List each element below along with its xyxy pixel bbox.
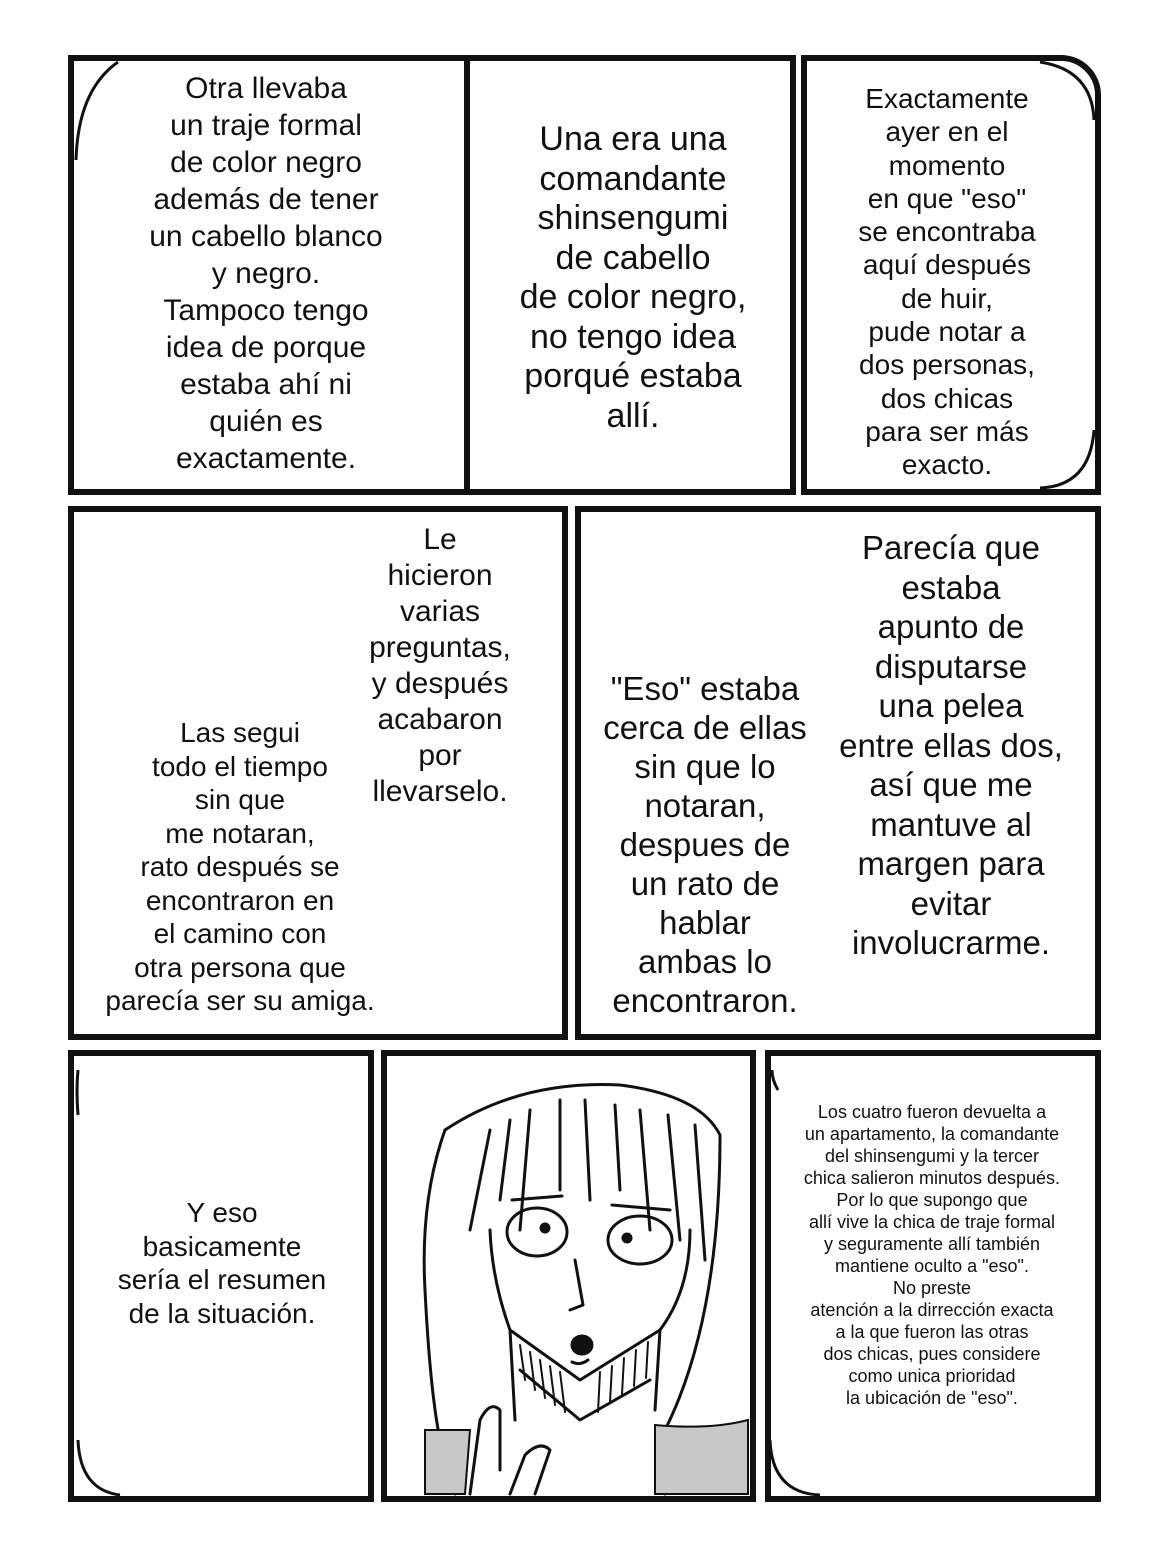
panel-1-text: Otra llevaba un traje formal de color negro además de tener un cabello blanco y negro. Tampoco tengo idea de porque estaba ahí ni quién es exactamente. [149,72,383,475]
panel-4-text-upper: Le hicieron varias preguntas, y después acabaron por llevarselo. [369,523,511,808]
panel-3-text: Exactamente ayer en el momento en que "eso" se encontraba aquí después de huir, pude notar a dos personas, dos chicas para ser más exacto. [858,83,1036,481]
panel-8-text: Los cuatro fueron devuelta a un apartamento, la comandante del shinsengumi y la tercer chica salieron minutos después. Por lo que supongo que allí vive la chica de traje formal y seguramente allí también mantiene oculto a "eso". No preste atención a la dirrección exacta a la que fueron las otras dos chicas, pues considere como unica prioridad la ubicación de "eso". [803,1102,1061,1408]
panel-4-text-lower: Las segui todo el tiempo sin que me notaran, rato después se encontraron en el camino con otra persona que parecía ser su amiga. [105,717,375,1016]
panel-5-text-left: "Eso" estaba cerca de ellas sin que lo notaran, despues de un rato de hablar ambas lo encontraron. [603,670,807,1019]
panel-5-text-right: Parecía que estaba apunto de disputarse una pelea entre ellas dos, así que me mantuve al margen para evitar involucrarme. [839,529,1063,961]
panel-2-text: Una era una comandante shinsengumi de cabello de color negro, no tengo idea porqué estaba allí. [519,120,747,435]
panel-6-text: Y eso basicamente sería el resumen de la situación. [117,1197,327,1329]
